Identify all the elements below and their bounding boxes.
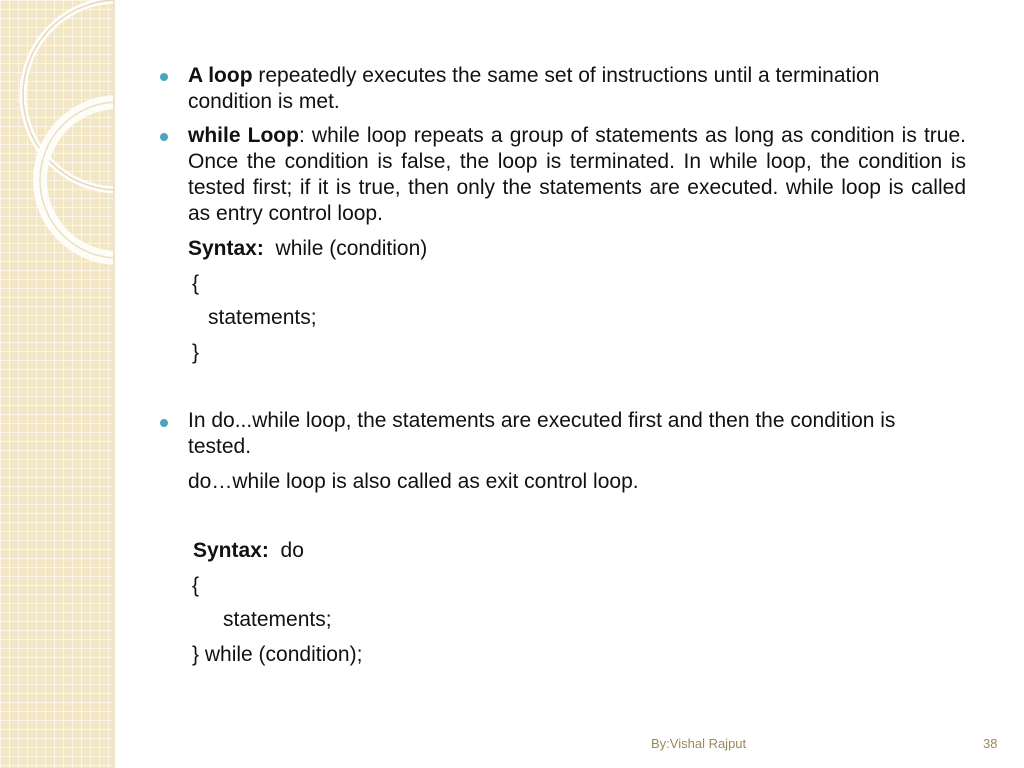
bullet-marker: [160, 133, 168, 141]
while-close-brace: }: [192, 341, 200, 364]
syntax-header: do: [268, 539, 304, 562]
bullet-loop-definition: [188, 63, 888, 115]
footer-page-number: 38: [983, 736, 998, 751]
do-while-body: statements;: [223, 608, 332, 631]
while-syntax-line: [188, 236, 427, 262]
bullet-while-loop: [188, 123, 966, 227]
bullet-marker: [160, 419, 168, 427]
bullet-bold-term: while Loop: [188, 124, 299, 147]
while-body: statements;: [208, 306, 317, 329]
bullet-text: repeatedly executes the same set of instructions until a termination condition is met.: [188, 64, 880, 113]
do-while-close-line: } while (condition);: [192, 643, 363, 666]
while-open-brace: {: [192, 272, 200, 295]
syntax-label: Syntax:: [188, 237, 264, 260]
bullet-marker: [160, 73, 168, 81]
bullet-text: : while loop repeats a group of statements as long as condition is true. Once the condition is false, the loop is terminated. In while loop, the condition is tested first; if it is true, then only the statements are executed. while loop is called as entry control loop.: [188, 124, 966, 225]
bullet-do-while-loop: [188, 408, 908, 460]
do-while-note: do…while loop is also called as exit control loop.: [188, 470, 639, 493]
footer-author: By:Vishal Rajput: [651, 736, 747, 751]
do-while-syntax-line: [193, 538, 304, 564]
do-while-open-brace: {: [192, 574, 200, 597]
syntax-header: while (condition): [263, 237, 428, 260]
bullet-text: In do...while loop, the statements are executed first and then the condition is tested.: [188, 409, 896, 458]
bullet-bold-term: A loop: [188, 64, 253, 87]
syntax-label: Syntax:: [193, 539, 269, 562]
